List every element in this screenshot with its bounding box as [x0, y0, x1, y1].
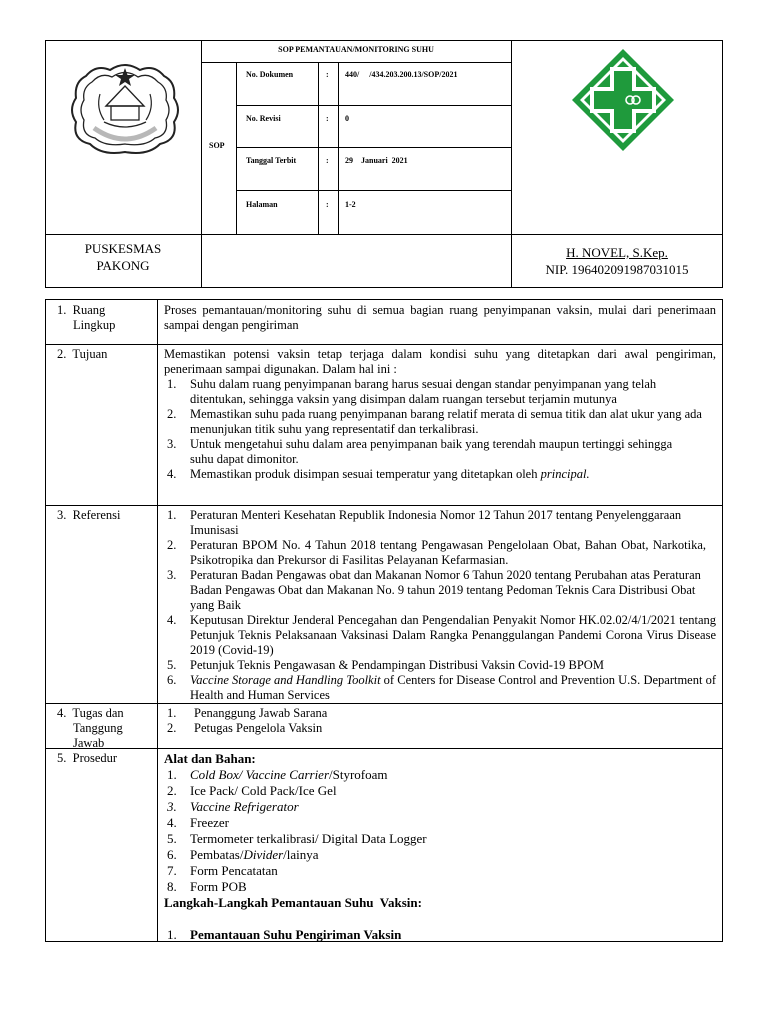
alat-heading: Alat dan Bahan:	[164, 751, 256, 766]
list-item: 4. Memastikan produk disimpan sesuai temperatur yang ditetapkan oleh principal.	[167, 467, 590, 481]
list-item: 3. Vaccine Refrigerator	[167, 799, 299, 814]
section-body-tugas	[164, 706, 716, 736]
step-item: 1. Pemantauan Suhu Pengiriman Vaksin	[167, 927, 402, 942]
tujuan-intro: Memastikan potensi vaksin tetap terjaga dalam kondisi suhu yang ditetapkan dari awal pengiriman, penerimaan sampai digunakan. Dalam hal ini :	[164, 347, 716, 376]
doc-number-value: 440/ /434.203.200.13/SOP/2021	[345, 70, 458, 79]
list-item: 6. Pembatas/Divider/lainya	[167, 847, 319, 862]
list-item: 3. Peraturan Badan Pengawas obat dan Makanan Nomor 6 Tahun 2020 tentang Perubahan atas Peraturan Badan Pengawas Obat dan Makanan No. 9 tahun 2019 tentang Pedoman Teknis Cara Distribusi Obat yang Baik	[167, 568, 701, 612]
list-item: 1. Cold Box/ Vaccine Carrier/Styrofoam	[167, 767, 388, 782]
issue-date-label: Tanggal Terbit	[246, 156, 297, 165]
list-item: 4. Freezer	[167, 815, 229, 830]
sop-label: SOP	[209, 141, 225, 150]
section-label-prosedur: 5. Prosedur	[57, 751, 118, 765]
section-label-tugas: 4. Tugas dan Tanggung Jawab	[57, 706, 124, 750]
section-body-referensi	[164, 508, 716, 703]
page-label: Halaman	[246, 200, 278, 209]
signer-name: H. NOVEL, S.Kep.	[566, 245, 668, 260]
list-item: 8. Form POB	[167, 879, 247, 894]
kemenkes-cross-logo	[570, 47, 676, 153]
list-item: 6. Vaccine Storage and Handling Toolkit of Centers for Disease Control and Prevention U.S. Department of Health and Human Services	[167, 673, 716, 702]
list-item: 2. Petugas Pengelola Vaksin	[167, 721, 323, 735]
section-label-tujuan: 2. Tujuan	[57, 347, 108, 361]
section-label-ruang: 1. Ruang Lingkup	[57, 303, 116, 332]
doc-number-label: No. Dokumen	[246, 70, 294, 79]
list-item: 1. Peraturan Menteri Kesehatan Republik Indonesia Nomor 12 Tahun 2017 tentang Penyelenggaraan Imunisasi	[167, 508, 682, 537]
signer-nip: NIP. 196402091987031015	[545, 262, 689, 277]
revision-value: 0	[345, 114, 349, 123]
list-item: 2. Ice Pack/ Cold Pack/Ice Gel	[167, 783, 337, 798]
list-item: 5. Termometer terkalibrasi/ Digital Data Logger	[167, 831, 427, 846]
page-value: 1-2	[345, 200, 356, 209]
list-item: 2. Peraturan BPOM No. 4 Tahun 2018 tentang Pengawasan Pengelolaan Obat, Bahan Obat, Narkotika, Psikotropika dan Prekursor di Fasilitas Pelayanan Kefarmasian.	[167, 538, 706, 567]
header-divider	[45, 234, 723, 235]
puskesmas-seal-logo	[66, 58, 184, 158]
section-label-referensi: 3. Referensi	[57, 508, 121, 522]
list-item: 1. Penanggung Jawab Sarana	[167, 706, 328, 720]
revision-label: No. Revisi	[246, 114, 281, 123]
section-text-ruang: Proses pemantauan/monitoring suhu di semua bagian ruang penyimpanan vaksin, mulai dari penerimaan sampai dengan pengiriman	[164, 303, 716, 332]
langkah-heading: Langkah-Langkah Pemantauan Suhu Vaksin:	[164, 895, 422, 910]
section-body-tujuan	[164, 347, 716, 482]
issue-date-value: 29 Januari 2021	[345, 156, 408, 165]
list-item: 5. Petunjuk Teknis Pengawasan & Pendampingan Distribusi Vaksin Covid-19 BPOM	[167, 658, 604, 672]
list-item: 1. Suhu dalam ruang penyimpanan barang harus sesuai dengan standar penyimpanan yang telah ditentukan, sehingga vaksin yang disimpan dalam ruangan tersebut terjamin mutunya	[167, 377, 657, 406]
list-item: 4. Keputusan Direktur Jenderal Pencegahan dan Pengendalian Penyakit Nomor HK.02.02/4/1/2021 tentang Petunjuk Teknis Pelaksanaan Vaksinasi Dalam Rangka Penanggulangan Pandemi Corona Virus Disease 2019 (Covid-19)	[167, 613, 716, 657]
header-title: SOP PEMANTAUAN/MONITORING SUHU	[278, 45, 434, 54]
org-name: PUSKESMAS PAKONG	[84, 241, 162, 273]
list-item: 2. Memastikan suhu pada ruang penyimpanan barang relatif merata di semua titik dan alat ukur yang ada menunjukan titik suhu yang representatif dan terkalibrasi.	[167, 407, 702, 436]
list-item: 7. Form Pencatatan	[167, 863, 278, 878]
section-body-prosedur	[164, 751, 716, 943]
list-item: 3. Untuk mengetahui suhu dalam area penyimpanan baik yang terendah maupun tertinggi sehingga suhu dapat dimonitor.	[167, 437, 673, 466]
